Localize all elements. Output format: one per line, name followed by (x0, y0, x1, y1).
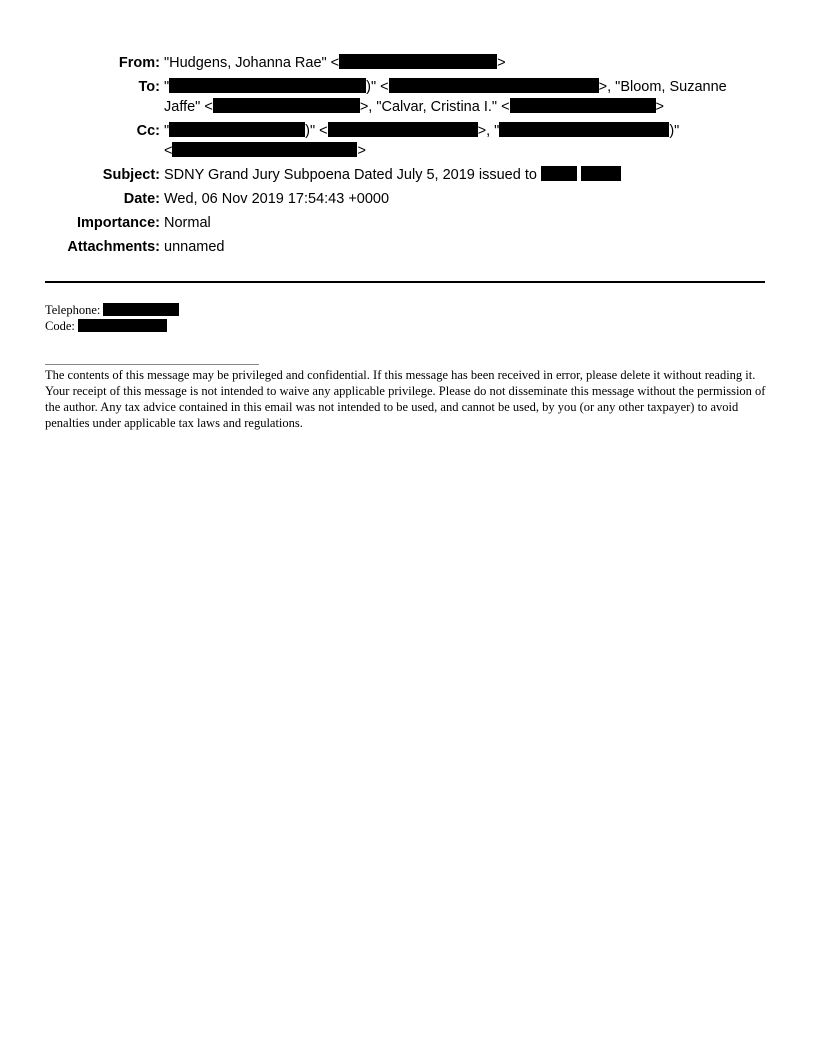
subject-value (164, 165, 621, 185)
to-row-continued (0, 97, 816, 117)
date-label: Date: (123, 191, 160, 207)
redaction-block (389, 78, 599, 93)
code-line (45, 318, 775, 334)
cc-text: )" < (305, 123, 328, 139)
cc-text: < (164, 143, 173, 159)
redaction-block (78, 319, 167, 332)
attachments-label: Attachments: (67, 239, 160, 255)
subject-row (0, 165, 816, 185)
cc-label: Cc: (136, 123, 160, 139)
cc-text: )" (669, 123, 680, 139)
to-text: >, "Calvar, Cristina I." < (359, 99, 510, 115)
from-label: From: (118, 55, 160, 71)
importance-value: Normal (164, 215, 211, 231)
redaction-block (169, 78, 366, 93)
to-value-line-2 (164, 97, 664, 117)
subject-text: SDNY Grand Jury Subpoena Dated July 5, 2019 issued to (164, 167, 537, 183)
from-name: "Hudgens, Johanna Rae" < (164, 55, 340, 71)
redaction-block (328, 122, 478, 137)
attachments-row (0, 237, 816, 257)
subject-label: Subject: (102, 167, 160, 183)
importance-row (0, 213, 816, 233)
redaction-block (581, 166, 621, 181)
header-divider (45, 281, 765, 283)
quote-text: " (164, 123, 170, 139)
confidentiality-disclaimer: The contents of this message may be privileged and confidential. If this message has been received in error, please delete it without reading it. Your receipt of this message is not intended to waive any applicable privilege. Please do not disseminate this message without the permission of the author. Any tax advice contained in this email was not intended to be used, and cannot be used, by you (or any other taxpayer) to avoid penalties under applicable tax laws and regulations. (45, 368, 766, 430)
redaction-block (213, 98, 360, 113)
date-value: Wed, 06 Nov 2019 17:54:43 +0000 (164, 191, 390, 207)
importance-label: Importance: (77, 215, 160, 231)
to-value-line-1 (164, 77, 727, 97)
redaction-block (339, 54, 497, 69)
cc-row (0, 121, 816, 141)
cc-value-line-1 (164, 121, 679, 141)
quote-text: " (164, 79, 170, 95)
to-text: Jaffe" < (164, 99, 213, 115)
redaction-block (172, 142, 357, 157)
cc-row-continued (0, 141, 816, 161)
redaction-block (541, 166, 577, 181)
cc-value-line-2 (164, 141, 366, 161)
close-bracket: > (497, 55, 506, 71)
cc-text: >, " (477, 123, 500, 139)
redaction-block (499, 122, 669, 137)
to-label: To: (138, 79, 160, 95)
code-label: Code: (45, 319, 75, 333)
to-row (0, 77, 816, 97)
close-bracket: > (357, 143, 366, 159)
from-row (0, 53, 816, 73)
attachments-value[interactable]: unnamed (164, 239, 225, 255)
from-value (164, 53, 506, 73)
date-row (0, 189, 816, 209)
signature-divider (45, 364, 259, 365)
redaction-block (169, 122, 305, 137)
to-text: >, "Bloom, Suzanne (598, 79, 727, 95)
message-body (45, 302, 775, 334)
telephone-line (45, 302, 775, 318)
to-text: )" < (366, 79, 389, 95)
redaction-block (103, 303, 179, 316)
close-bracket: > (655, 99, 665, 115)
telephone-label: Telephone: (45, 303, 101, 317)
redaction-block (510, 98, 656, 113)
